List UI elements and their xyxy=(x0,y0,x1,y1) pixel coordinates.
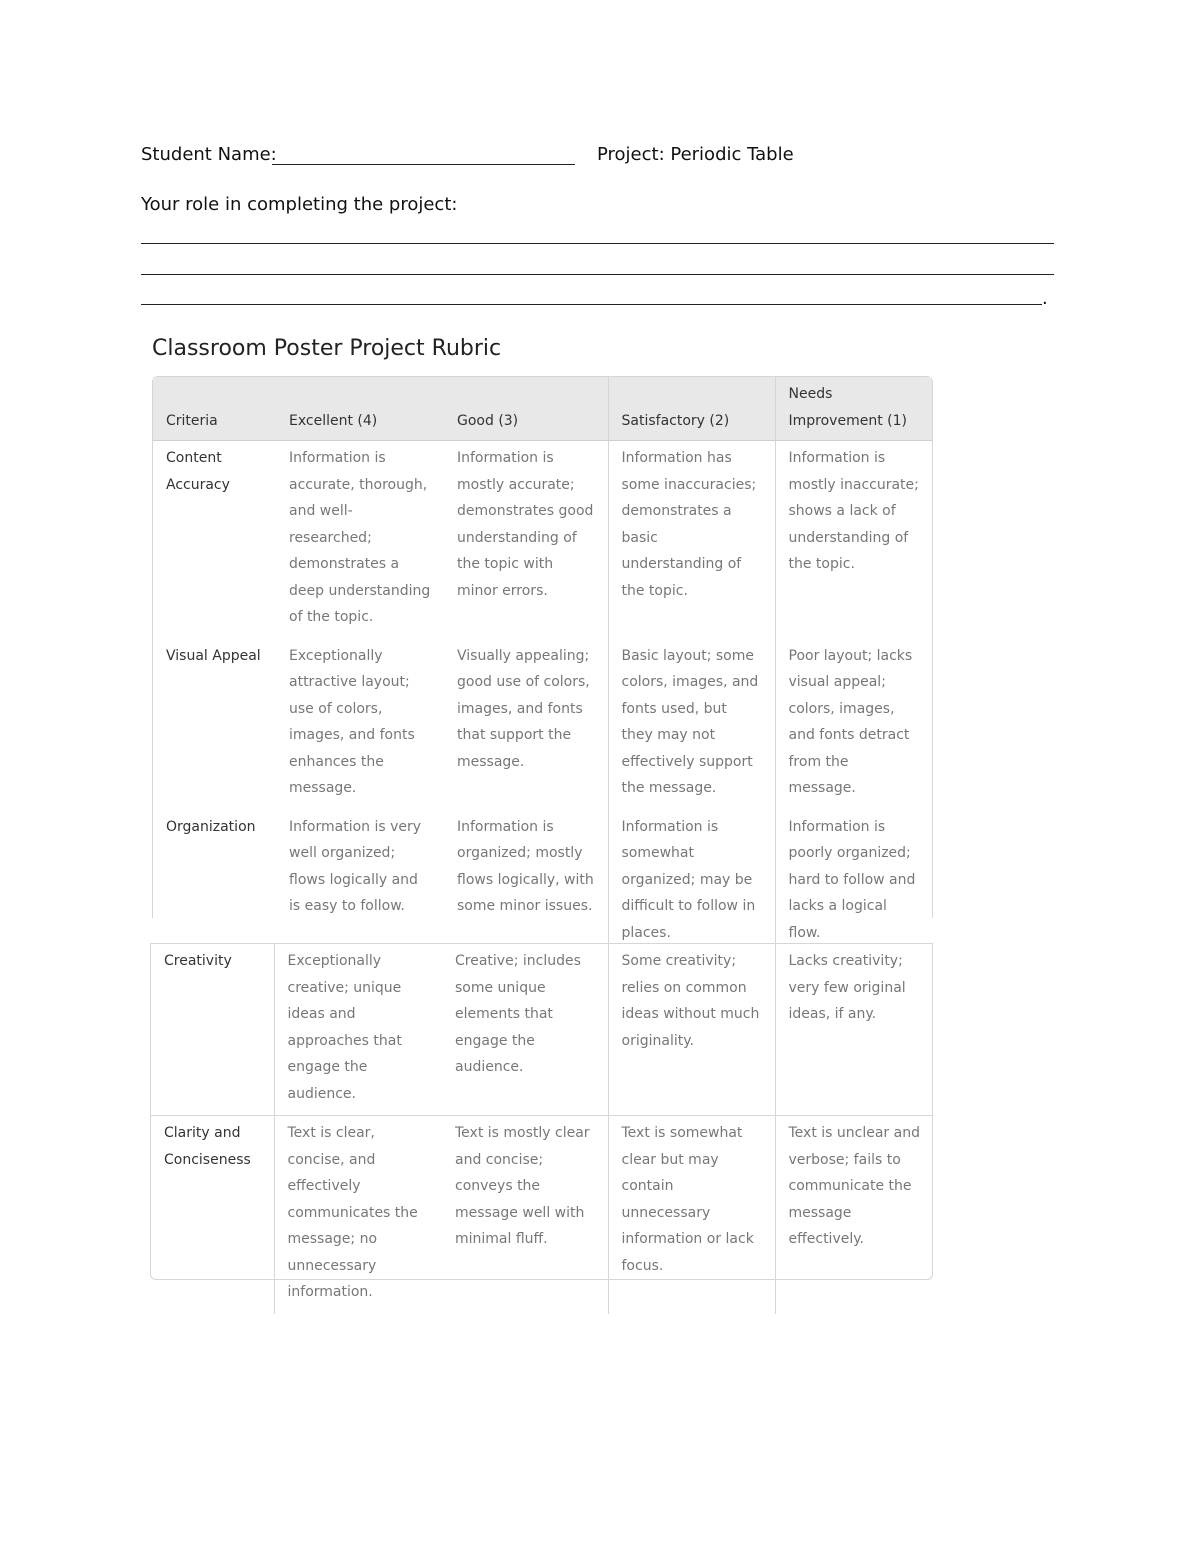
criteria-cell: Organization xyxy=(166,818,256,835)
needs-improvement-cell: Information is mostly inaccurate; shows a lack of understanding of the topic. xyxy=(775,441,932,639)
rubric-table-part-2 xyxy=(150,943,933,1300)
role-answer-line-1 xyxy=(141,243,1054,244)
criteria-cell: Visual Appeal xyxy=(166,647,261,664)
needs-improvement-cell: Poor layout; lacks visual appeal; colors, images, and fonts detract from the message. xyxy=(775,639,932,810)
student-name-label: Student Name: xyxy=(141,144,277,165)
rubric-table-part-1 xyxy=(152,376,933,941)
good-cell: Creative; includes some unique elements that engage the audience. xyxy=(455,953,581,1075)
table-row xyxy=(153,441,932,639)
role-answer-line-3 xyxy=(141,304,1042,305)
rubric-title: Classroom Poster Project Rubric xyxy=(152,336,502,361)
needs-improvement-cell: Text is unclear and verbose; fails to communicate the message effectively. xyxy=(775,1116,932,1314)
criteria-cell: Content Accuracy xyxy=(166,450,230,493)
student-name-blank xyxy=(272,164,575,165)
criteria-cell: Clarity and Conciseness xyxy=(151,1116,274,1314)
column-header-criteria: Criteria xyxy=(153,377,276,441)
satisfactory-cell: Text is somewhat clear but may contain unnecessary information or lack focus. xyxy=(608,1116,775,1314)
column-header-needs-improvement: Needs Improvement (1) xyxy=(775,377,932,441)
rubric-header-row xyxy=(153,377,932,441)
satisfactory-cell: Information has some inaccuracies; demonstrates a basic understanding of the topic. xyxy=(608,441,775,639)
role-answer-line-2 xyxy=(141,274,1054,275)
excellent-cell: Exceptionally creative; unique ideas and approaches that engage the audience. xyxy=(274,944,442,1116)
excellent-cell: Text is clear, concise, and effectively communicates the message; no unnecessary information. xyxy=(274,1116,442,1314)
role-label: Your role in completing the project: xyxy=(141,194,458,215)
excellent-cell: Exceptionally attractive layout; use of colors, images, and fonts enhances the message. xyxy=(289,647,415,796)
table-row xyxy=(153,639,932,810)
rubric-table-top xyxy=(153,377,932,966)
rubric-table-bottom xyxy=(151,944,932,1314)
table-row xyxy=(151,944,932,1116)
table-row xyxy=(151,1116,932,1314)
column-header-good: Good (3) xyxy=(444,377,608,441)
needs-improvement-cell: Lacks creativity; very few original ideas, if any. xyxy=(775,944,932,1116)
good-cell: Visually appealing; good use of colors, images, and fonts that support the message. xyxy=(457,647,590,770)
criteria-cell: Creativity xyxy=(164,953,232,969)
satisfactory-cell: Basic layout; some colors, images, and fonts used, but they may not effectively support the message. xyxy=(608,639,775,810)
column-header-excellent: Excellent (4) xyxy=(276,377,444,441)
good-cell: Information is organized; mostly flows logically, with some minor issues. xyxy=(457,818,594,914)
good-cell: Information is mostly accurate; demonstrates good understanding of the topic with minor errors. xyxy=(457,450,594,599)
good-cell: Text is mostly clear and concise; conveys the message well with minimal fluff. xyxy=(442,1116,608,1314)
excellent-cell: Information is very well organized; flows logically and is easy to follow. xyxy=(289,818,422,914)
satisfactory-cell: Information is somewhat organized; may be difficult to follow in places. xyxy=(608,810,775,966)
column-header-satisfactory: Satisfactory (2) xyxy=(608,377,775,441)
project-label: Project: Periodic Table xyxy=(597,144,794,165)
satisfactory-cell: Some creativity; relies on common ideas without much originality. xyxy=(608,944,775,1116)
excellent-cell: Information is accurate, thorough, and well-researched; demonstrates a deep understanding of the topic. xyxy=(289,450,431,625)
role-answer-period: . xyxy=(1042,288,1048,309)
needs-improvement-cell: Information is poorly organized; hard to follow and lacks a logical flow. xyxy=(775,810,932,966)
